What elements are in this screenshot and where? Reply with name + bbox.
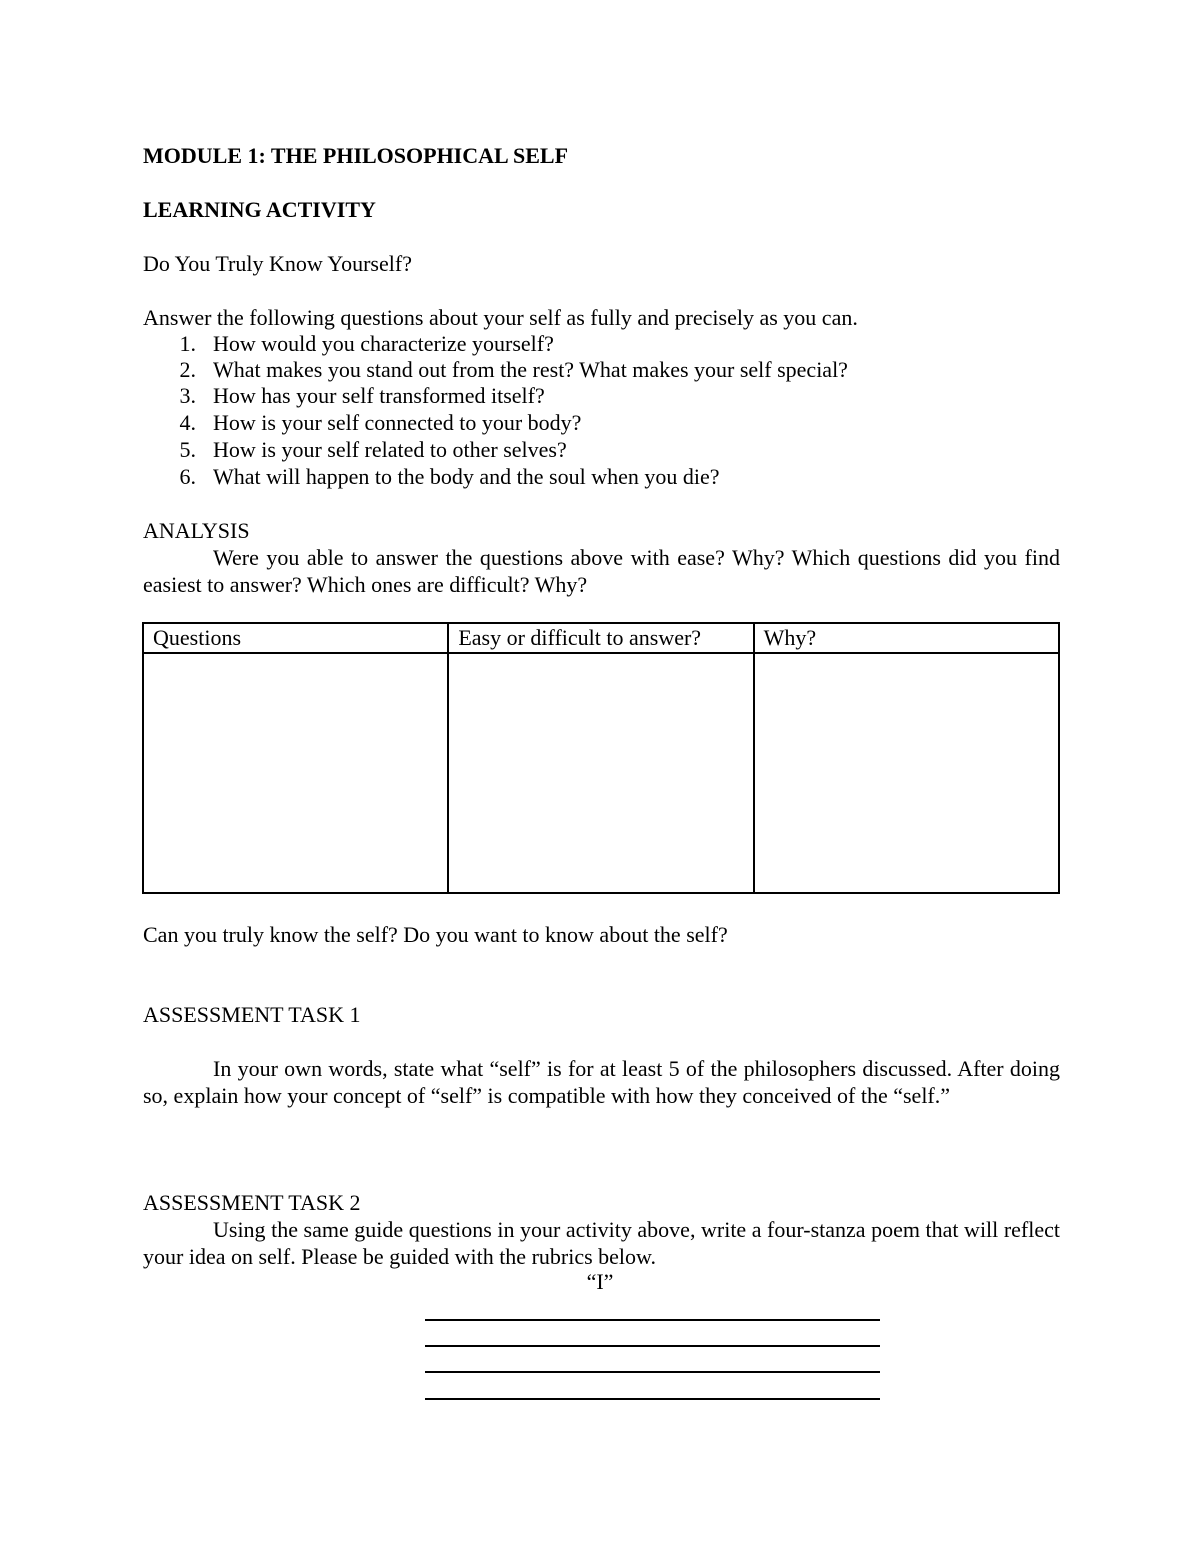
- analysis-table: [142, 622, 1060, 894]
- why-answer-cell[interactable]: [754, 653, 1059, 893]
- activity-subtitle: Do You Truly Know Yourself?: [143, 251, 412, 276]
- poem-line-1[interactable]: [425, 1319, 880, 1321]
- assessment-task-1-heading: ASSESSMENT TASK 1: [143, 1002, 361, 1027]
- list-item-text: How is your self related to other selves?: [213, 437, 567, 462]
- column-header-questions: Questions: [143, 623, 448, 653]
- list-item-text: How would you characterize yourself?: [213, 331, 554, 356]
- table-row: [143, 653, 1059, 893]
- analysis-paragraph: Were you able to answer the questions above with ease? Why? Which questions did you find easiest to answer? Which ones are difficult? Why?: [143, 545, 1060, 597]
- list-item-number: 2.: [179, 357, 196, 382]
- column-header-easy-or-difficult: Easy or difficult to answer?: [448, 623, 753, 653]
- learning-activity-heading: LEARNING ACTIVITY: [143, 197, 376, 222]
- assessment-task-2-heading: ASSESSMENT TASK 2: [143, 1190, 361, 1215]
- poem-title: “I”: [586, 1269, 614, 1294]
- list-item-number: 1.: [179, 331, 196, 356]
- assessment-task-1-paragraph: In your own words, state what “self” is for at least 5 of the philosophers discussed. After doing so, explain how your concept of “self” is compatible with how they conceived of the “self.”: [143, 1056, 1060, 1108]
- questions-answer-cell[interactable]: [143, 653, 448, 893]
- list-item-number: 5.: [179, 437, 196, 462]
- assessment-task-2-paragraph: Using the same guide questions in your activity above, write a four-stanza poem that will reflect your idea on self. Please be guided with the rubrics below.: [143, 1217, 1060, 1269]
- list-item-number: 6.: [179, 464, 196, 489]
- list-item-text: How is your self connected to your body?: [213, 410, 582, 435]
- module-title: MODULE 1: THE PHILOSOPHICAL SELF: [143, 143, 569, 168]
- analysis-heading: ANALYSIS: [143, 518, 250, 543]
- list-item-text: What will happen to the body and the soul when you die?: [213, 464, 720, 489]
- list-item-text: What makes you stand out from the rest? What makes your self special?: [213, 357, 848, 382]
- column-header-why: Why?: [754, 623, 1059, 653]
- list-item-text: How has your self transformed itself?: [213, 383, 545, 408]
- activity-instruction: Answer the following questions about your self as fully and precisely as you can.: [143, 305, 858, 330]
- table-header-row: [143, 623, 1059, 653]
- easy-or-difficult-answer-cell[interactable]: [448, 653, 753, 893]
- poem-line-2[interactable]: [425, 1345, 880, 1347]
- poem-line-3[interactable]: [425, 1371, 880, 1373]
- closing-question: Can you truly know the self? Do you want to know about the self?: [143, 922, 728, 947]
- list-item-number: 3.: [179, 383, 196, 408]
- poem-line-4[interactable]: [425, 1398, 880, 1400]
- list-item-number: 4.: [179, 410, 196, 435]
